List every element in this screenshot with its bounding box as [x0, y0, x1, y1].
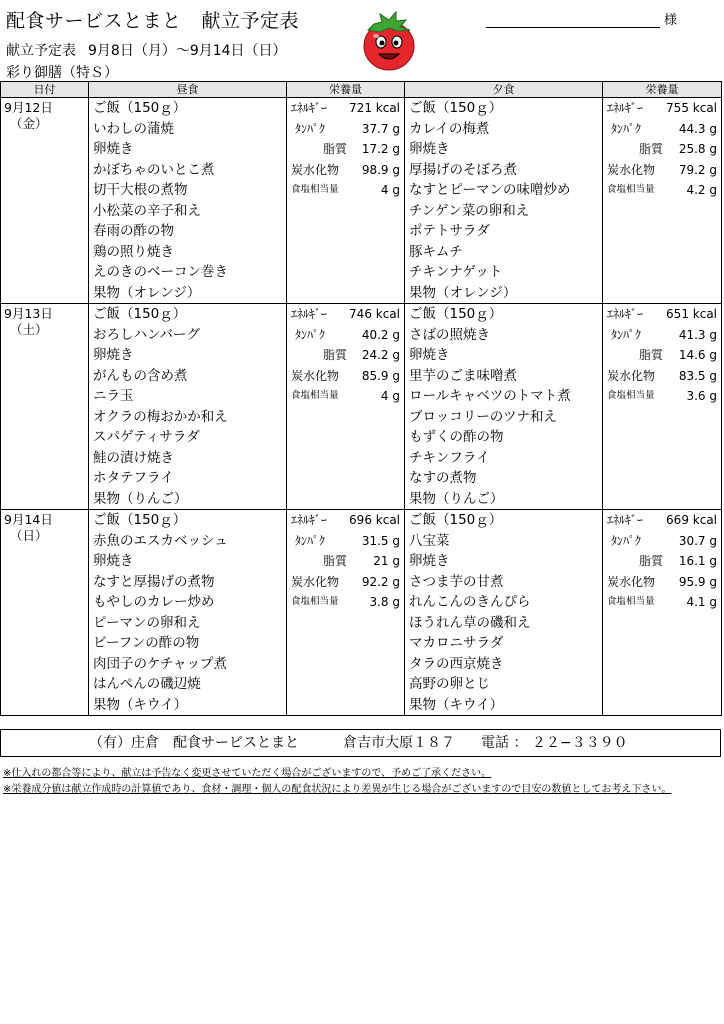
nutrition-value-energy: 669 kcal	[666, 513, 717, 527]
nutrition-value-carbs: 79.2 g	[678, 162, 717, 177]
nutrition-row-fat	[603, 551, 721, 572]
menu-item: ご飯（150ｇ）	[409, 512, 503, 528]
nutrition-value-salt: 3.6 g	[686, 389, 717, 403]
nutrition-row-protein	[287, 119, 404, 140]
nutrition-value-fat: 25.8 g	[678, 142, 717, 156]
nutrition-row-salt	[287, 592, 404, 613]
menu-item: 鮭の漬け焼き	[93, 449, 174, 466]
menu-item: 卵焼き	[93, 141, 134, 157]
nutrition-label-energy: ｴﾈﾙｷﾞｰ	[291, 307, 328, 321]
menu-item: ピーマンの卵和え	[93, 614, 201, 631]
tomato-mascot-icon	[360, 8, 418, 72]
menu-item: はんぺんの磯辺焼	[93, 676, 201, 692]
menu-item: ニラ玉	[93, 388, 134, 404]
menu-item: 果物（オレンジ）	[93, 284, 201, 301]
menu-item: 果物（りんご）	[93, 490, 188, 507]
recipient-name-line	[486, 27, 660, 28]
menu-item: 厚揚げのそぼろ煮	[409, 161, 517, 178]
dinner-menu-cell	[405, 304, 603, 510]
nutrition-row-salt	[603, 592, 721, 613]
menu-item: 卵焼き	[409, 141, 450, 157]
nutrition-value-fat: 17.2 g	[361, 142, 400, 156]
menu-item: チンゲン菜の卵和え	[409, 202, 530, 219]
nutrition-row-energy	[603, 304, 721, 325]
menu-item: オクラの梅おかか和え	[93, 408, 228, 425]
nutrition-row-salt	[287, 180, 404, 201]
day-of-week: （金）	[10, 116, 48, 131]
nutrition-label-fat: 脂質	[323, 142, 348, 156]
date-cell	[1, 510, 89, 716]
nutrition-label-carbs: 炭水化物	[607, 574, 656, 589]
menu-item: ロールキャベツのトマト煮	[409, 388, 571, 404]
nutrition-label-carbs: 炭水化物	[607, 162, 656, 177]
nutrition-row-carbs	[603, 572, 721, 593]
nutrition-row-carbs	[603, 366, 721, 387]
lunch-menu-cell	[89, 510, 287, 716]
nutrition-value-protein: 41.3 g	[678, 327, 717, 342]
menu-period	[6, 40, 287, 60]
menu-item: なすとピーマンの味噌炒め	[409, 182, 571, 198]
title-doc: 献立予定表	[201, 10, 300, 32]
nutrition-row-energy	[287, 304, 404, 325]
footer-company: （有）庄倉 配食サービスとまと	[89, 735, 299, 751]
dinner-menu-cell	[405, 510, 603, 716]
nutrition-row-fat	[287, 551, 404, 572]
menu-item: がんもの含め煮	[93, 367, 188, 384]
nutrition-cell	[287, 304, 405, 510]
period-label: 献立予定表	[6, 43, 76, 59]
menu-item: ご飯（150ｇ）	[93, 512, 187, 528]
nutrition-value-carbs: 95.9 g	[678, 574, 717, 589]
col-header-dinner: 夕食	[405, 82, 603, 98]
nutrition-cell	[287, 98, 405, 304]
nutrition-row-energy	[603, 98, 721, 119]
nutrition-value-protein: 31.5 g	[361, 533, 400, 548]
col-header-lunch: 昼食	[89, 82, 287, 98]
nutrition-label-carbs: 炭水化物	[291, 368, 340, 383]
menu-item: れんこんのきんぴら	[409, 594, 531, 610]
menu-item: 高野の卵とじ	[409, 676, 490, 692]
menu-item: 卵焼き	[409, 347, 450, 363]
day-row	[1, 510, 722, 716]
nutrition-label-salt: 食塩相当量	[291, 184, 339, 195]
nutrition-value-energy: 721 kcal	[349, 101, 400, 115]
menu-item: さばの照焼き	[409, 326, 490, 343]
page-title	[6, 6, 299, 33]
nutrition-label-carbs: 炭水化物	[607, 368, 656, 383]
nutrition-value-salt: 4.1 g	[686, 595, 717, 609]
menu-item: チキンフライ	[409, 449, 490, 466]
nutrition-row-carbs	[287, 366, 404, 387]
menu-item: かぼちゃのいとこ煮	[93, 161, 215, 178]
menu-item: カレイの梅煮	[409, 120, 490, 137]
date-cell	[1, 304, 89, 510]
menu-item: タラの西京焼き	[409, 655, 504, 672]
menu-item: 果物（キウイ）	[93, 696, 188, 713]
nutrition-value-fat: 24.2 g	[361, 348, 400, 362]
menu-item: ポテトサラダ	[409, 223, 490, 239]
nutrition-value-carbs: 83.5 g	[678, 368, 717, 383]
nutrition-label-protein: ﾀﾝﾊﾟｸ	[611, 327, 642, 342]
nutrition-row-protein	[603, 531, 721, 552]
note-2: ※栄養成分値は献立作成時の計算値であり、食材・調理・個人の配食状況により差異が生じる場合がございますので目安の数値としてお考え下さい。	[3, 784, 672, 795]
nutrition-value-salt: 3.8 g	[369, 595, 400, 609]
title-company: 配食サービスとまと	[6, 10, 182, 32]
nutrition-row-energy	[603, 510, 721, 531]
day-row	[1, 98, 722, 304]
footer-address: 倉吉市大原１８７	[343, 735, 455, 751]
nutrition-row-protein	[287, 325, 404, 346]
footer-contact	[0, 729, 721, 757]
col-header-date: 日付	[1, 82, 89, 98]
menu-item: 卵焼き	[93, 553, 134, 569]
nutrition-row-salt	[603, 180, 721, 201]
menu-item: 八宝菜	[409, 532, 450, 549]
date-label: 9月12日	[4, 100, 53, 115]
menu-item: 果物（オレンジ）	[409, 284, 517, 301]
menu-item: ご飯（150ｇ）	[93, 306, 187, 322]
nutrition-value-carbs: 98.9 g	[361, 162, 400, 177]
lunch-menu-cell	[89, 304, 287, 510]
nutrition-label-fat: 脂質	[639, 348, 664, 362]
menu-item: ブロッコリーのツナ和え	[409, 408, 557, 425]
table-header-row	[1, 82, 722, 98]
menu-item: 卵焼き	[93, 347, 134, 363]
menu-item: 肉団子のケチャップ煮	[93, 655, 228, 672]
nutrition-label-salt: 食塩相当量	[607, 184, 655, 195]
nutrition-value-protein: 44.3 g	[678, 121, 717, 136]
dinner-menu-cell	[405, 98, 603, 304]
nutrition-row-fat	[603, 345, 721, 366]
nutrition-label-fat: 脂質	[323, 554, 348, 568]
nutrition-value-salt: 4.2 g	[686, 183, 717, 197]
note-1: ※仕入れの都合等により、献立は予告なく変更させていただく場合がございますので、予めご了承ください。	[3, 768, 492, 779]
menu-item: 果物（キウイ）	[409, 696, 504, 713]
nutrition-row-salt	[603, 386, 721, 407]
nutrition-value-fat: 21 g	[373, 554, 400, 568]
menu-item: 卵焼き	[409, 553, 450, 569]
footer-phone: 電話 ： ２２−３３９０	[481, 735, 628, 751]
nutrition-value-salt: 4 g	[380, 389, 400, 403]
nutrition-value-carbs: 92.2 g	[361, 574, 400, 589]
nutrition-label-protein: ﾀﾝﾊﾟｸ	[295, 327, 326, 342]
menu-item: さつま芋の甘煮	[409, 573, 504, 590]
menu-item: いわしの蒲焼	[93, 120, 174, 137]
menu-item: 豚キムチ	[409, 243, 463, 260]
nutrition-value-energy: 696 kcal	[349, 513, 400, 527]
menu-item: 果物（りんご）	[409, 490, 504, 507]
menu-table	[0, 81, 722, 716]
date-label: 9月13日	[4, 306, 53, 321]
nutrition-label-energy: ｴﾈﾙｷﾞｰ	[607, 101, 644, 115]
menu-item: ご飯（150ｇ）	[409, 100, 503, 116]
menu-item: ホタテフライ	[93, 470, 174, 486]
nutrition-row-salt	[287, 386, 404, 407]
menu-item: もずくの酢の物	[409, 429, 504, 445]
nutrition-label-protein: ﾀﾝﾊﾟｸ	[295, 533, 326, 548]
nutrition-label-energy: ｴﾈﾙｷﾞｰ	[291, 513, 328, 527]
menu-item: なすと厚揚げの煮物	[93, 573, 215, 590]
nutrition-value-fat: 14.6 g	[678, 348, 717, 362]
nutrition-row-energy	[287, 510, 404, 531]
nutrition-row-carbs	[603, 160, 721, 181]
nutrition-label-protein: ﾀﾝﾊﾟｸ	[611, 121, 642, 136]
menu-item: ご飯（150ｇ）	[93, 100, 187, 116]
menu-item: 切干大根の煮物	[93, 182, 188, 198]
menu-item: ご飯（150ｇ）	[409, 306, 503, 322]
menu-item: なすの煮物	[409, 470, 477, 486]
menu-item: 小松菜の辛子和え	[93, 202, 201, 219]
nutrition-label-salt: 食塩相当量	[291, 390, 339, 401]
nutrition-value-energy: 651 kcal	[666, 307, 717, 321]
nutrition-label-fat: 脂質	[323, 348, 348, 362]
nutrition-label-salt: 食塩相当量	[607, 390, 655, 401]
nutrition-value-salt: 4 g	[380, 183, 400, 197]
nutrition-label-energy: ｴﾈﾙｷﾞｰ	[607, 513, 644, 527]
menu-item: 鶏の照り焼き	[93, 243, 174, 260]
honorific: 様	[664, 13, 678, 28]
period-dates: 9月8日（月）～9月14日（日）	[88, 43, 287, 59]
nutrition-row-protein	[287, 531, 404, 552]
nutrition-cell	[603, 510, 722, 716]
menu-item: もやしのカレー炒め	[93, 594, 215, 610]
nutrition-label-carbs: 炭水化物	[291, 574, 340, 589]
nutrition-label-protein: ﾀﾝﾊﾟｸ	[611, 533, 642, 548]
menu-item: おろしハンバーグ	[93, 326, 201, 343]
nutrition-value-carbs: 85.9 g	[361, 368, 400, 383]
nutrition-row-fat	[287, 139, 404, 160]
nutrition-label-salt: 食塩相当量	[291, 596, 339, 607]
menu-item: チキンナゲット	[409, 264, 503, 280]
nutrition-cell	[603, 304, 722, 510]
nutrition-label-energy: ｴﾈﾙｷﾞｰ	[291, 101, 328, 115]
nutrition-row-protein	[603, 119, 721, 140]
menu-item: スパゲティサラダ	[93, 429, 200, 445]
nutrition-label-salt: 食塩相当量	[607, 596, 655, 607]
nutrition-row-fat	[287, 345, 404, 366]
nutrition-value-fat: 16.1 g	[678, 554, 717, 568]
nutrition-row-energy	[287, 98, 404, 119]
nutrition-row-fat	[603, 139, 721, 160]
nutrition-value-protein: 40.2 g	[361, 327, 400, 342]
menu-item: 春雨の酢の物	[93, 223, 174, 239]
nutrition-row-protein	[603, 325, 721, 346]
lunch-menu-cell	[89, 98, 287, 304]
nutrition-label-energy: ｴﾈﾙｷﾞｰ	[607, 307, 644, 321]
menu-item: えのきのベーコン巻き	[93, 264, 228, 280]
menu-item: 里芋のごま味噌煮	[409, 367, 517, 384]
day-of-week: （日）	[10, 528, 48, 543]
nutrition-row-carbs	[287, 572, 404, 593]
nutrition-row-carbs	[287, 160, 404, 181]
nutrition-label-protein: ﾀﾝﾊﾟｸ	[295, 121, 326, 136]
notes	[3, 766, 671, 798]
day-row	[1, 304, 722, 510]
nutrition-cell	[603, 98, 722, 304]
menu-item: 赤魚のエスカベッシュ	[93, 532, 228, 549]
col-header-nutrition: 栄養量	[287, 82, 405, 98]
nutrition-label-fat: 脂質	[639, 142, 664, 156]
menu-item: マカロニサラダ	[409, 635, 504, 651]
col-header-nutrition: 栄養量	[603, 82, 722, 98]
nutrition-cell	[287, 510, 405, 716]
nutrition-value-energy: 746 kcal	[349, 307, 400, 321]
date-label: 9月14日	[4, 512, 53, 527]
menu-item: ほうれん草の磯和え	[409, 614, 531, 631]
nutrition-value-protein: 37.7 g	[361, 121, 400, 136]
nutrition-value-protein: 30.7 g	[678, 533, 717, 548]
nutrition-label-fat: 脂質	[639, 554, 664, 568]
plan-name: 彩り御膳（特Ｓ）	[6, 65, 118, 81]
menu-item: ビーフンの酢の物	[93, 635, 200, 651]
nutrition-label-carbs: 炭水化物	[291, 162, 340, 177]
day-of-week: （土）	[10, 322, 48, 337]
date-cell	[1, 98, 89, 304]
nutrition-value-energy: 755 kcal	[666, 101, 717, 115]
